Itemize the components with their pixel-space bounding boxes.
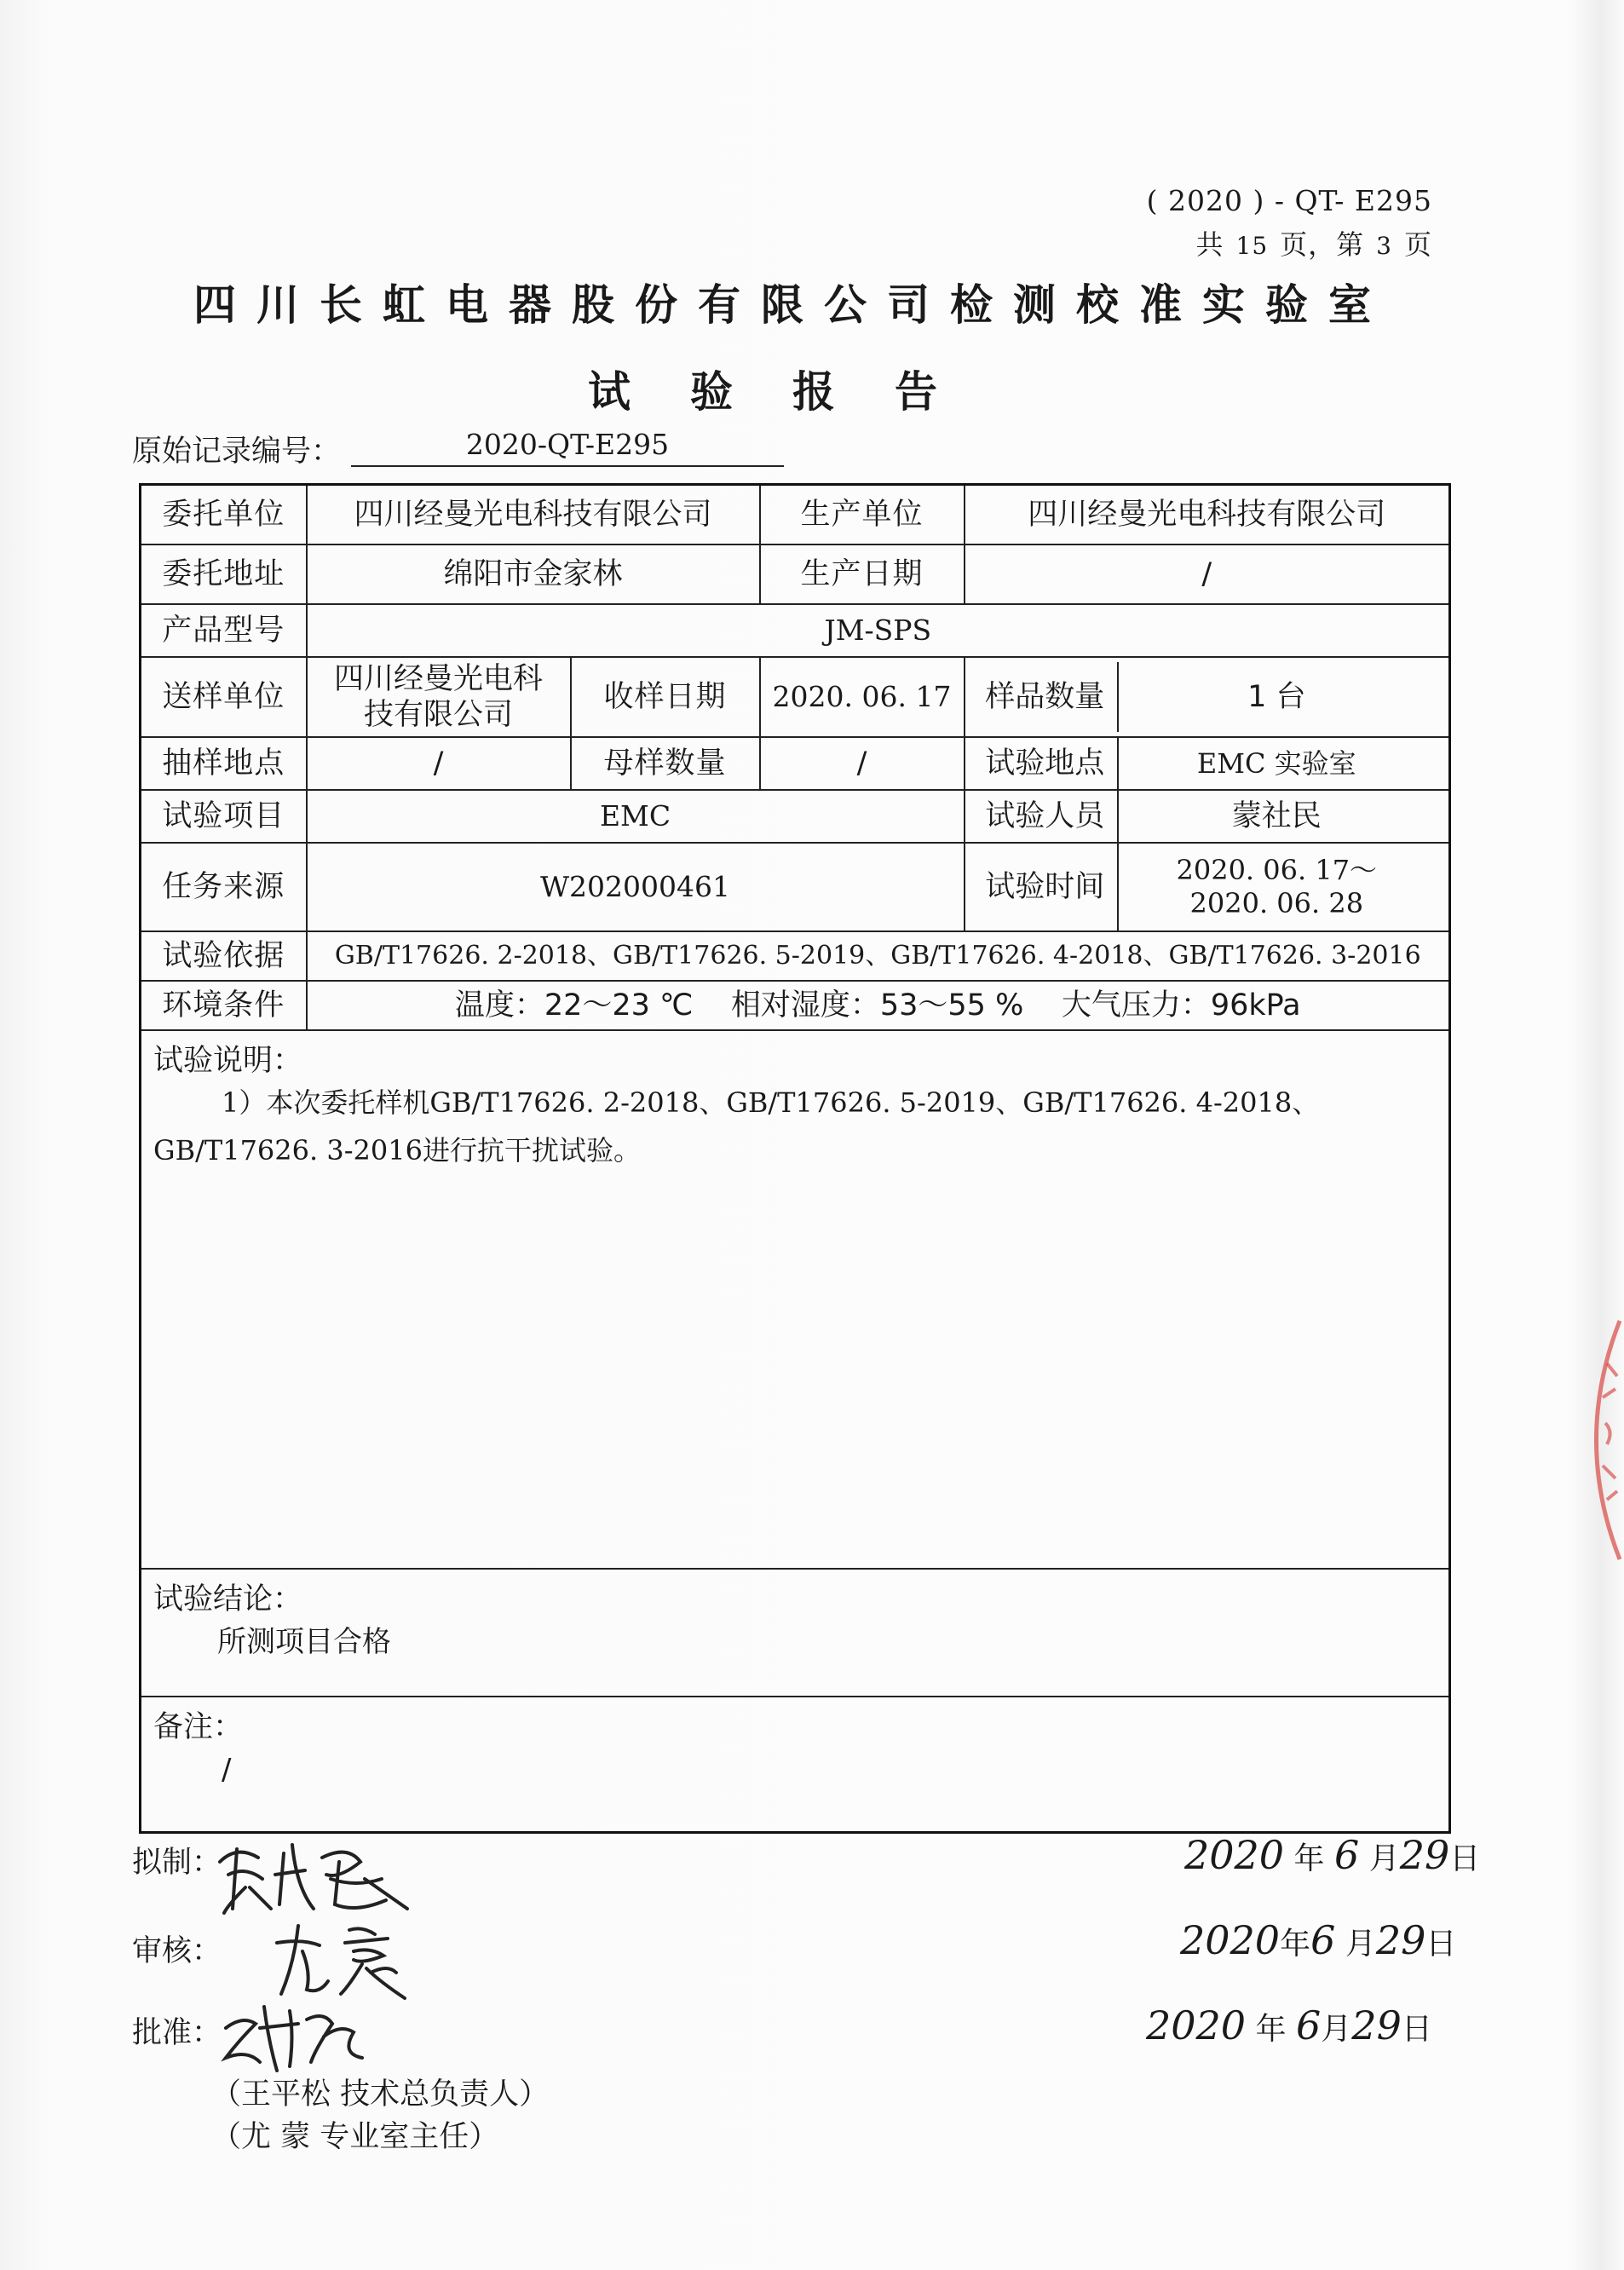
record-number-value: 2020-QT-E295 [351, 428, 784, 467]
sampling-place-value: / [307, 737, 571, 790]
table-row [141, 1697, 1450, 1833]
seal-stamp-icon [1556, 1304, 1624, 1576]
task-source-label: 任务来源 [141, 843, 307, 931]
producer-value: 四川经曼光电科技有限公司 [965, 485, 1450, 544]
review-date: 2020年6 月29日 [1180, 1917, 1457, 1963]
remarks [141, 1697, 1450, 1833]
approver-note: （王平松 技术总负责人） [211, 2077, 550, 2112]
approve-label: 批准： [132, 2016, 222, 2050]
test-place-value: EMC 实验室 [1196, 746, 1356, 780]
draft-signature [211, 1828, 424, 1921]
environment-value: 温度：22～23 ℃ 相对湿度：53～55 % 大气压力：96kPa [307, 981, 1450, 1030]
draft-label: 拟制： [132, 1846, 222, 1880]
mother-quantity-value: / [760, 737, 965, 790]
address-value: 绵阳市金家林 [307, 544, 760, 604]
table-row [141, 843, 1450, 931]
table-row [141, 981, 1450, 1030]
reviewer-note: （尤 蒙 专业室主任） [211, 2120, 499, 2154]
test-basis-label: 试验依据 [141, 931, 307, 981]
test-place-cell [965, 737, 1450, 790]
production-date-value: / [965, 544, 1450, 604]
sender-value: 四川经曼光电科 技有限公司 [307, 657, 571, 737]
model-value: JM-SPS [307, 604, 1450, 657]
test-place-label: 试验地点 [972, 738, 1119, 789]
test-description-line: 1）本次委托样机GB/T17626. 2-2018、GB/T17626. 5-2019、GB/T17626. 4-2018、 [222, 1086, 1320, 1119]
client-value: 四川经曼光电科技有限公司 [307, 485, 760, 544]
environment-label: 环境条件 [141, 981, 307, 1030]
model-label: 产品型号 [141, 604, 307, 657]
remarks-value: / [222, 1752, 232, 1787]
sample-quantity-cell [965, 657, 1450, 737]
sender-label: 送样单位 [141, 657, 307, 737]
table-row [141, 1030, 1450, 1569]
test-item-value: EMC [307, 790, 965, 843]
task-source-value: W202000461 [307, 843, 965, 931]
producer-label: 生产单位 [760, 485, 965, 544]
sample-quantity-value: 1 台 [1247, 679, 1306, 714]
report-title: 试验报告 [588, 367, 997, 417]
review-label: 审核： [132, 1934, 222, 1968]
table-row [141, 1569, 1450, 1697]
org-title: 四川长虹电器股份有限公司检测校准实验室 [193, 280, 1391, 330]
approve-signature [213, 1990, 375, 2083]
record-number-label: 原始记录编号： [132, 435, 342, 469]
table-row [141, 737, 1450, 790]
test-conclusion-value: 所测项目合格 [217, 1624, 391, 1659]
table-row [141, 485, 1450, 544]
test-time-cell [965, 843, 1450, 931]
tester-cell [965, 790, 1450, 843]
report-table [139, 483, 1451, 1834]
sample-quantity-label: 样品数量 [972, 662, 1119, 732]
receive-date-label: 收样日期 [571, 657, 760, 737]
test-description [141, 1030, 1450, 1569]
mother-quantity-label: 母样数量 [571, 737, 760, 790]
remarks-title: 备注： [153, 1709, 244, 1744]
production-date-label: 生产日期 [760, 544, 965, 604]
page-count: 共 15 页，第 3 页 [1195, 228, 1432, 261]
test-time-label: 试验时间 [972, 844, 1119, 930]
client-label: 委托单位 [141, 485, 307, 544]
tester-value: 蒙社民 [1231, 798, 1322, 833]
table-row [141, 544, 1450, 604]
test-basis-value: GB/T17626. 2-2018、GB/T17626. 5-2019、GB/T17626. 4-2018、GB/T17626. 3-2016 [307, 931, 1450, 981]
test-time-value: 2020. 06. 17～ 2020. 06. 28 [1176, 854, 1378, 919]
test-description-line: GB/T17626. 3-2016进行抗干扰试验。 [153, 1133, 641, 1167]
receive-date-value: 2020. 06. 17 [760, 657, 965, 737]
table-row [141, 790, 1450, 843]
draft-date: 2020 年 6 月29日 [1184, 1832, 1481, 1878]
address-label: 委托地址 [141, 544, 307, 604]
test-conclusion-title: 试验结论： [153, 1582, 303, 1616]
test-item-label: 试验项目 [141, 790, 307, 843]
test-conclusion [141, 1569, 1450, 1697]
approve-date: 2020 年 6月29日 [1146, 2002, 1432, 2048]
table-row [141, 931, 1450, 981]
report-code: ( 2020 ) - QT- E295 [1146, 184, 1432, 217]
tester-label: 试验人员 [972, 791, 1119, 842]
sampling-place-label: 抽样地点 [141, 737, 307, 790]
test-description-title: 试验说明： [153, 1043, 303, 1078]
table-row [141, 657, 1450, 737]
table-row [141, 604, 1450, 657]
